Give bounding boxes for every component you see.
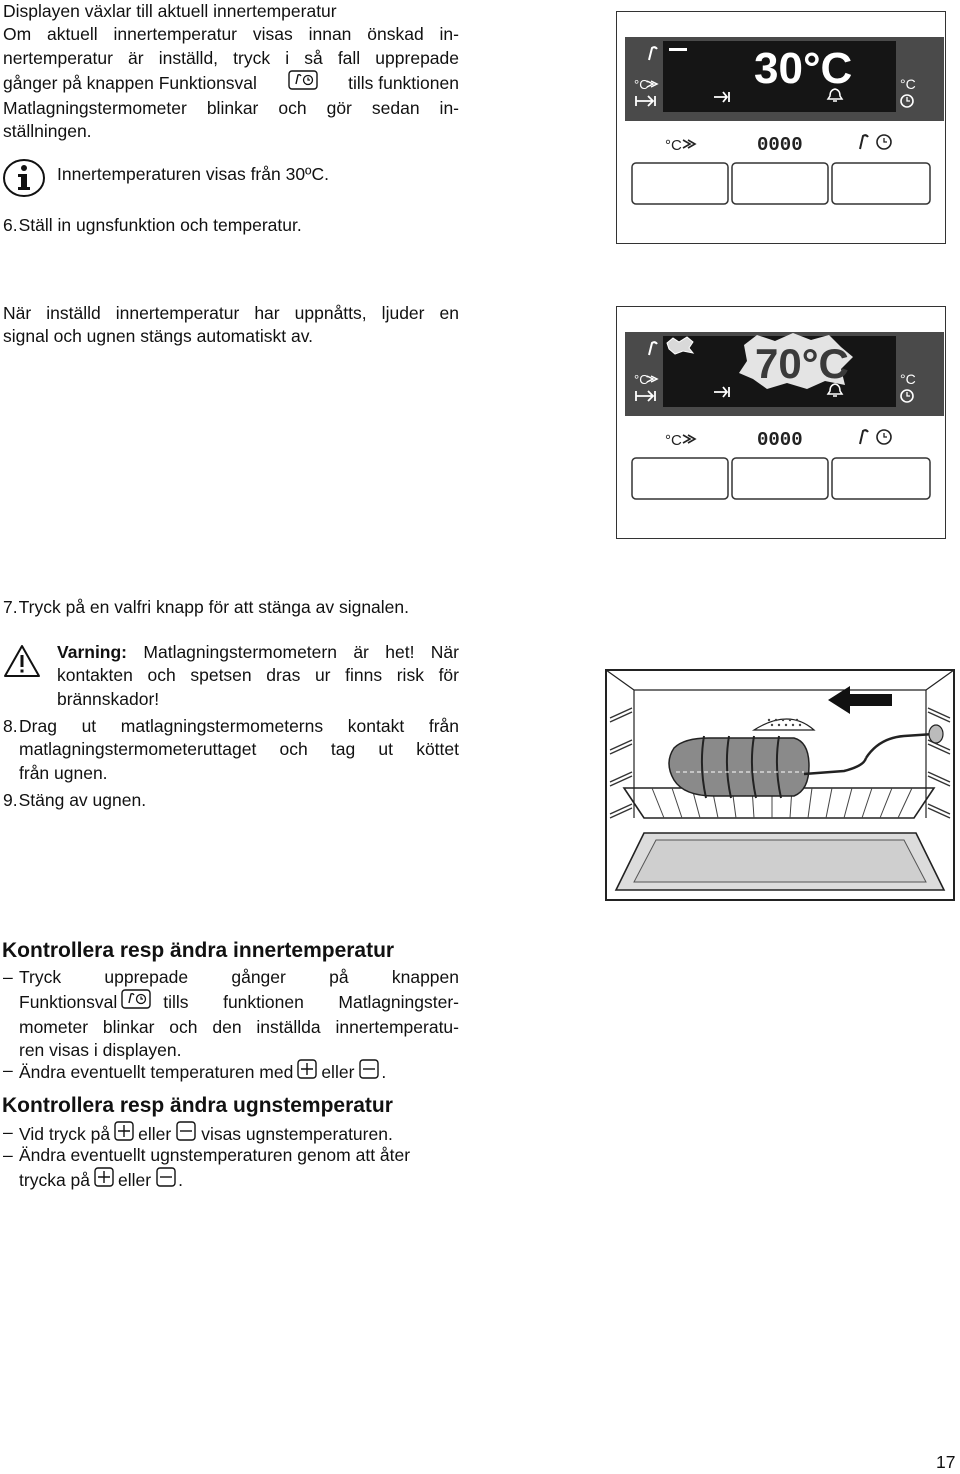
para-line: nertemperatur är inställd, tryck i så fall upprepade [3, 47, 459, 68]
section-1 [3, 0, 459, 143]
dash: – [3, 1145, 13, 1165]
warning-line-1 [57, 641, 459, 664]
panel-button-right[interactable] [832, 458, 930, 499]
item-text: trycka på [19, 1169, 90, 1190]
warning-label: Varning: [57, 642, 128, 662]
panel-button-middle[interactable] [732, 458, 828, 499]
function-select-icon [288, 70, 318, 96]
panel-button-left[interactable] [632, 163, 728, 204]
step-text: Ställ in ugnsfunktion och temperatur. [18, 215, 302, 235]
function-select-icon [121, 989, 151, 1015]
item-text: eller [138, 1123, 172, 1144]
para-line: gånger på knappen Funktionsval [3, 72, 257, 93]
page-number: 17 [936, 1452, 956, 1472]
para-line: Om aktuell innertemperatur visas innan önskad in- [3, 24, 459, 45]
para-line: Matlagningstermometer blinkar och gör sedan in- [3, 97, 459, 118]
panel-button-right[interactable] [832, 163, 930, 204]
warning-icon [3, 644, 41, 683]
item-text: eller [321, 1061, 355, 1082]
svg-text:°C: °C [900, 76, 916, 92]
warning-line: kontakten och spetsen dras ur finns risk för [57, 665, 459, 686]
para-line-with-icon [3, 70, 459, 96]
svg-text:°C: °C [634, 372, 649, 387]
item-line-with-icons [19, 1167, 459, 1193]
warning-text: Matlagningstermometern är het! När [143, 642, 459, 662]
step-9 [3, 789, 146, 812]
step-number: 8. [3, 716, 18, 736]
step-number: 9. [3, 790, 18, 810]
item-text: . [178, 1169, 183, 1190]
dash: – [3, 967, 13, 987]
panel-button-left[interactable] [632, 458, 728, 499]
svg-text:°C: °C [665, 432, 682, 449]
dash: – [3, 1060, 13, 1080]
info-icon [2, 158, 46, 203]
minus-button-icon [359, 1059, 379, 1085]
plus-button-icon [297, 1059, 317, 1085]
oven-display-panel-1 [616, 11, 946, 244]
section-2-para [3, 302, 459, 349]
step-6 [3, 214, 302, 237]
oven-illustration [604, 668, 956, 904]
step-line: matlagningstermometeruttaget och tag ut köttet [19, 739, 459, 760]
item-text: tills funktionen Matlagningster- [163, 991, 459, 1012]
clock-readout: 0000 [757, 429, 803, 451]
item-text: Funktionsval [19, 991, 118, 1012]
step-8 [3, 715, 459, 785]
info-note: Innertemperaturen visas från 30ºC. [57, 164, 329, 184]
item-line-with-icon [19, 989, 459, 1015]
temperature-readout: 30°C [754, 44, 853, 93]
item-line: Ändra eventuellt ugnstemperaturen genom att åter [19, 1145, 411, 1165]
item-text: eller [118, 1169, 152, 1190]
dash: – [3, 1122, 13, 1142]
svg-text:°C: °C [900, 371, 916, 387]
oven-display-panel-2 [616, 306, 946, 539]
step-7 [3, 596, 409, 619]
para-line: tills funktionen [348, 72, 459, 93]
step-text: Tryck på en valfri knapp för att stänga av signalen. [18, 597, 410, 617]
para-line: När inställd innertemperatur har uppnåtts, ljuder en [3, 303, 459, 323]
para-line: signal och ugnen stängs automatiskt av. [3, 326, 314, 347]
item-line: ren visas i displayen. [19, 1040, 182, 1061]
step-line: från ugnen. [19, 762, 108, 783]
warning-block [57, 641, 459, 711]
section-3-item-1 [3, 966, 459, 1063]
temperature-readout: 70°C [755, 340, 849, 387]
item-text: visas ugnstemperaturen. [201, 1123, 393, 1144]
clock-readout: 0000 [757, 134, 803, 156]
warning-line: brännskador! [57, 688, 160, 709]
step-line: Drag ut matlagningstermometerns kontakt från [19, 716, 459, 736]
section-3-item-2 [3, 1059, 386, 1085]
step-text: Stäng av ugnen. [18, 790, 147, 810]
plus-button-icon [94, 1167, 114, 1193]
step-number: 6. [3, 215, 18, 235]
section-3-heading: Kontrollera resp ändra innertemperatur [2, 939, 395, 962]
svg-text:°C: °C [665, 137, 682, 154]
step-number: 7. [3, 597, 18, 617]
item-line: Tryck upprepade gånger på knappen [19, 967, 459, 987]
para-line: ställningen. [3, 121, 92, 142]
section-1-heading: Displayen växlar till aktuell innertemperatur [3, 1, 337, 21]
section-4-heading: Kontrollera resp ändra ugnstemperatur [2, 1094, 393, 1117]
item-text: . [381, 1061, 387, 1082]
minus-button-icon [156, 1167, 176, 1193]
item-line: mometer blinkar och den inställda innertemperatu- [19, 1016, 459, 1037]
svg-text:°C: °C [634, 77, 649, 92]
panel-button-middle[interactable] [732, 163, 828, 204]
section-4-item-2 [3, 1144, 459, 1194]
item-text: Ändra eventuellt temperaturen med [19, 1061, 294, 1082]
item-text: Vid tryck på [19, 1123, 111, 1144]
